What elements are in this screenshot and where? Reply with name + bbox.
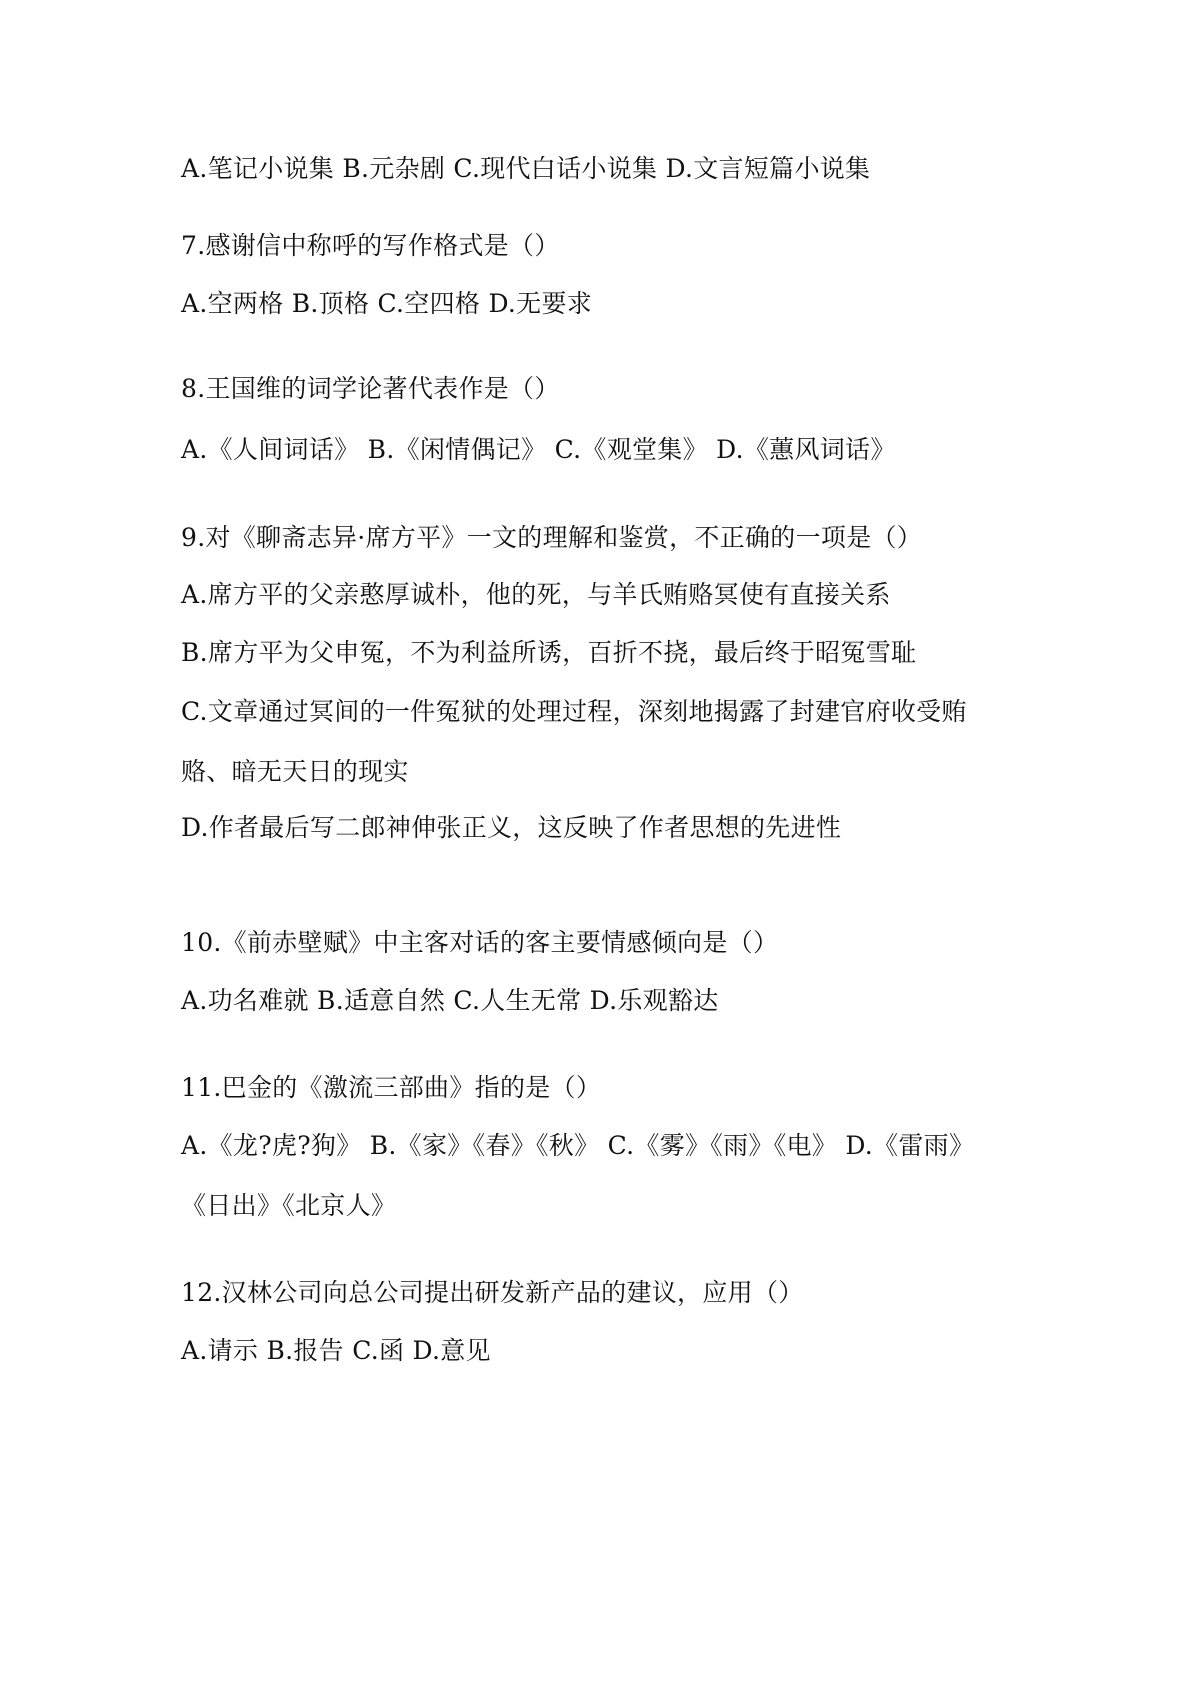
q10-options: A.功名难就 B.适意自然 C.人生无常 D.乐观豁达 [181,986,719,1015]
q7-question: 7.感谢信中称呼的写作格式是（） [181,231,560,260]
q8-question: 8.王国维的词学论著代表作是（） [181,374,560,403]
q9-question: 9.对《聊斋志异·席方平》一文的理解和鉴赏，不正确的一项是（） [181,523,923,552]
q12-question: 12.汉林公司向总公司提出研发新产品的建议，应用（） [181,1278,804,1307]
q8-options: A.《人间词话》 B.《闲情偶记》 C.《观堂集》 D.《蕙风词话》 [181,435,896,464]
q9-option-c-line1: C.文章通过冥间的一件冤狱的处理过程，深刻地揭露了封建官府收受贿 [181,697,967,726]
q10-question: 10.《前赤壁赋》中主客对话的客主要情感倾向是（） [181,928,779,957]
q9-option-d: D.作者最后写二郎神伸张正义，这反映了作者思想的先进性 [181,813,842,842]
q11-options-line2: 《日出》《北京人》 [181,1191,397,1220]
q7-options: A.空两格 B.顶格 C.空四格 D.无要求 [181,289,593,318]
q9-option-b: B.席方平为父申冤，不为利益所诱，百折不挠，最后终于昭冤雪耻 [181,638,917,667]
q9-option-c-line2: 赂、暗无天日的现实 [181,757,409,786]
q12-options: A.请示 B.报告 C.函 D.意见 [181,1336,491,1365]
q9-option-a: A.席方平的父亲憨厚诚朴，他的死，与羊氏贿赂冥使有直接关系 [181,580,891,609]
q11-question: 11.巴金的《激流三部曲》指的是（） [181,1073,602,1102]
q11-options-line1: A.《龙?虎?狗》 B.《家》《春》《秋》 C.《雾》《雨》《电》 D.《雷雨》 [181,1131,975,1160]
q6-options: A.笔记小说集 B.元杂剧 C.现代白话小说集 D.文言短篇小说集 [181,154,871,183]
